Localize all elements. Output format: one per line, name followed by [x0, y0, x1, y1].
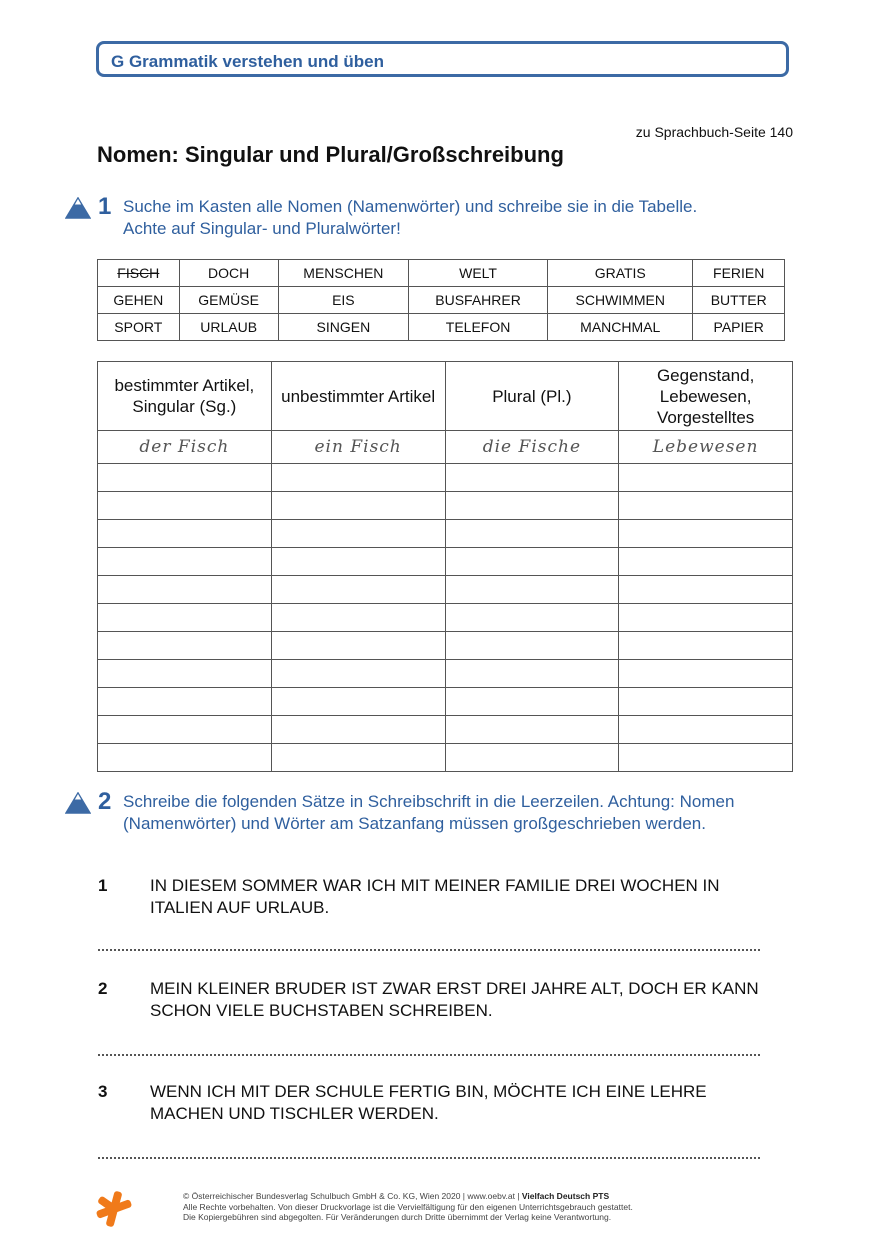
answer-cell[interactable] — [445, 660, 619, 688]
task-1-instruction-line: Suche im Kasten alle Nomen (Namenwörter) und schreibe sie in die Tabelle. — [123, 197, 698, 216]
answer-cell[interactable] — [619, 464, 793, 492]
answer-cell[interactable] — [619, 604, 793, 632]
answer-cell[interactable] — [98, 520, 272, 548]
word-cell: DOCH — [179, 260, 278, 287]
answer-row — [98, 604, 793, 632]
answer-row — [98, 464, 793, 492]
word-cell: BUSFAHRER — [409, 287, 548, 314]
word-row — [98, 287, 785, 314]
answer-row — [98, 688, 793, 716]
answer-cell[interactable] — [619, 660, 793, 688]
answer-cell[interactable] — [445, 492, 619, 520]
answer-cell[interactable] — [271, 576, 445, 604]
task-2-instruction: Schreibe die folgenden Sätze in Schreibschrift in die Leerzeilen. Achtung: Nomen (Namenwörter) und Wörter am Satzanfang müssen großgeschrieben werden. — [123, 792, 735, 833]
answer-cell[interactable] — [445, 520, 619, 548]
answer-cell[interactable] — [98, 576, 272, 604]
answer-cell[interactable] — [619, 688, 793, 716]
writing-line[interactable] — [98, 1153, 760, 1159]
difficulty-pyramid-icon — [65, 197, 91, 219]
answer-cell[interactable] — [98, 660, 272, 688]
publisher-logo-icon — [96, 1190, 132, 1228]
answer-cell[interactable] — [271, 464, 445, 492]
writing-line[interactable] — [98, 945, 760, 951]
task-1-instruction — [123, 196, 773, 240]
word-cell: WELT — [409, 260, 548, 287]
word-cell: EIS — [278, 287, 408, 314]
section-header-label: G Grammatik verstehen und üben — [111, 52, 385, 71]
word-row — [98, 314, 785, 341]
answer-cell[interactable] — [445, 688, 619, 716]
answer-cell[interactable] — [98, 688, 272, 716]
example-cell: Lebewesen — [619, 431, 793, 464]
word-cell: BUTTER — [693, 287, 785, 314]
sentence-number: 3 — [98, 1082, 108, 1101]
footer-line: Die Kopiergebühren sind abgegolten. Für Veränderungen durch Dritte übernimmt der Verlag keine Verantwortung. — [183, 1212, 612, 1222]
word-cell: SPORT — [98, 314, 180, 341]
word-box — [97, 259, 785, 341]
answer-cell[interactable] — [271, 660, 445, 688]
word-cell: GRATIS — [548, 260, 693, 287]
answer-row — [98, 632, 793, 660]
answer-row — [98, 744, 793, 772]
answer-cell[interactable] — [619, 744, 793, 772]
answer-cell[interactable] — [619, 716, 793, 744]
task-1-instruction-line: Achte auf Singular- und Pluralwörter! — [123, 219, 401, 238]
example-cell: ein Fisch — [271, 431, 445, 464]
answer-cell[interactable] — [271, 716, 445, 744]
word-cell: GEMÜSE — [179, 287, 278, 314]
answer-cell[interactable] — [619, 576, 793, 604]
word-cell: MENSCHEN — [278, 260, 408, 287]
footer-line: Alle Rechte vorbehalten. Von dieser Druckvorlage ist die Vervielfältigung für den eigenen Unterrichtsgebrauch gestattet. — [183, 1201, 633, 1212]
answer-cell[interactable] — [271, 688, 445, 716]
answer-cell[interactable] — [619, 632, 793, 660]
footer-brand: Vielfach Deutsch PTS — [521, 1191, 610, 1201]
answer-table — [97, 361, 793, 772]
answer-row — [98, 576, 793, 604]
word-cell: GEHEN — [98, 287, 180, 314]
page-reference: zu Sprachbuch-Seite 140 — [635, 124, 793, 140]
answer-cell[interactable] — [98, 744, 272, 772]
answer-cell[interactable] — [271, 520, 445, 548]
word-cell: SINGEN — [278, 314, 408, 341]
example-row — [98, 431, 793, 464]
example-cell: die Fische — [445, 431, 619, 464]
sentence-number: 1 — [98, 876, 108, 895]
section-header — [96, 41, 789, 77]
answer-cell[interactable] — [445, 604, 619, 632]
answer-cell[interactable] — [98, 604, 272, 632]
answer-cell[interactable] — [98, 492, 272, 520]
answer-cell[interactable] — [98, 464, 272, 492]
answer-cell[interactable] — [445, 716, 619, 744]
answer-row — [98, 716, 793, 744]
word-cell: URLAUB — [179, 314, 278, 341]
answer-cell[interactable] — [445, 632, 619, 660]
page-title: Nomen: Singular und Plural/Großschreibung — [97, 142, 564, 167]
answer-cell[interactable] — [445, 744, 619, 772]
sentence-text: IN DIESEM SOMMER WAR ICH MIT MEINER FAMILIE DREI WOCHEN IN ITALIEN AUF URLAUB. — [150, 876, 720, 917]
answer-cell[interactable] — [271, 492, 445, 520]
answer-cell[interactable] — [619, 492, 793, 520]
example-cell: der Fisch — [98, 431, 272, 464]
answer-row — [98, 520, 793, 548]
difficulty-pyramid-icon — [65, 792, 91, 814]
answer-cell[interactable] — [98, 548, 272, 576]
sentence-text: MEIN KLEINER BRUDER IST ZWAR ERST DREI JAHRE ALT, DOCH ER KANN SCHON VIELE BUCHSTABEN SCHREIBEN. — [150, 979, 759, 1020]
answer-cell[interactable] — [98, 632, 272, 660]
answer-cell[interactable] — [619, 548, 793, 576]
word-row — [98, 260, 785, 287]
column-header-indefinite-article: unbestimmter Artikel — [271, 362, 445, 431]
word-cell: FERIEN — [693, 260, 785, 287]
sentence-text: WENN ICH MIT DER SCHULE FERTIG BIN, MÖCHTE ICH EINE LEHRE MACHEN UND TISCHLER WERDEN. — [150, 1082, 707, 1123]
task-2-number: 2 — [98, 788, 112, 815]
footer-copyright — [183, 1191, 633, 1223]
writing-line[interactable] — [98, 1050, 760, 1056]
footer-line: © Österreichischer Bundesverlag Schulbuch GmbH & Co. KG, Wien 2020 | www.oebv.at | — [183, 1191, 522, 1201]
word-cell: MANCHMAL — [548, 314, 693, 341]
word-cell: SCHWIMMEN — [548, 287, 693, 314]
task-1-number: 1 — [98, 193, 112, 220]
answer-cell[interactable] — [271, 632, 445, 660]
answer-cell[interactable] — [98, 716, 272, 744]
word-cell: FISCH — [98, 260, 180, 287]
answer-cell[interactable] — [445, 576, 619, 604]
answer-cell[interactable] — [271, 604, 445, 632]
answer-row — [98, 660, 793, 688]
word-cell: PAPIER — [693, 314, 785, 341]
answer-cell[interactable] — [445, 464, 619, 492]
answer-cell[interactable] — [619, 520, 793, 548]
column-header-plural: Plural (Pl.) — [445, 362, 619, 431]
answer-row — [98, 492, 793, 520]
answer-cell[interactable] — [271, 548, 445, 576]
sentence-number: 2 — [98, 979, 108, 998]
answer-cell[interactable] — [271, 744, 445, 772]
word-cell: TELEFON — [409, 314, 548, 341]
answer-cell[interactable] — [445, 548, 619, 576]
column-header-category: Gegenstand, Lebewesen, Vorgestelltes — [619, 362, 793, 431]
column-header-definite-article: bestimmter Artikel, Singular (Sg.) — [98, 362, 272, 431]
answer-row — [98, 548, 793, 576]
